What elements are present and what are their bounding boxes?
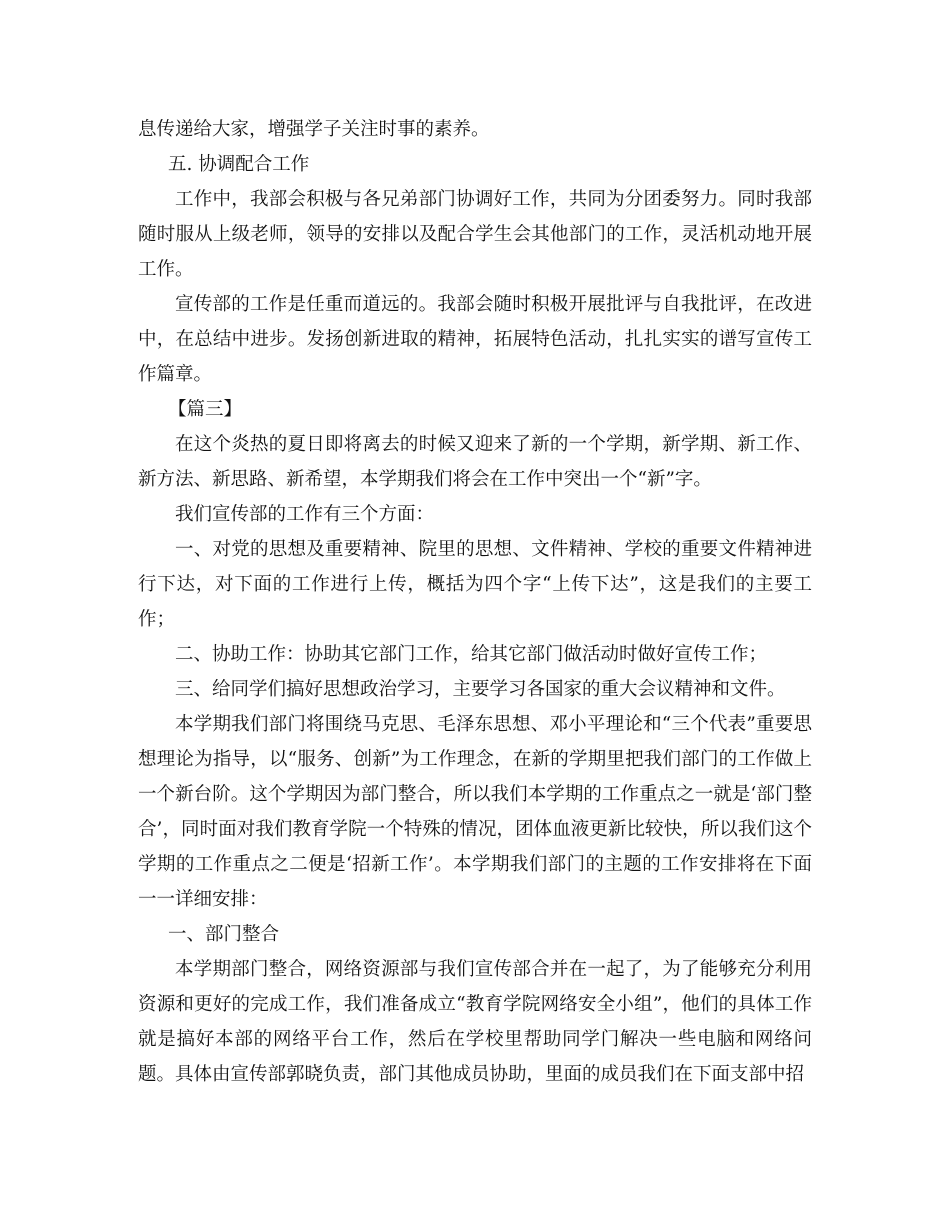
paragraph: 本学期我们部门将围绕马克思、毛泽东思想、邓小平理论和“三个代表”重要思想理论为指导，以“服务、创新”为工作理念，在新的学期里把我们部门的工作做上一个新台阶。这个学期因为部门整合，所以我们本学期的工作重点之一就是‘部门整合’，同时面对我们教育学院一个特殊的情况，团体血液更新比较快，所以我们这个学期的工作重点之二便是‘招新工作’。本学期我们部门的主题的工作安排将在下面一一详细安排： [138,714,812,910]
paragraph: 宣传部的工作是任重而道远的。我部会随时积极开展批评与自我批评，在改进中，在总结中进步。发扬创新进取的精神，拓展特色活动，扎扎实实的谱写宣传工作篇章。 [138,294,812,385]
document-body [138,112,812,1092]
paragraph: 本学期部门整合，网络资源部与我们宣传部合并在一起了，为了能够充分利用资源和更好的完成工作，我们准备成立“教育学院网络安全小组”，他们的具体工作就是搞好本部的网络平台工作，然后在学校里帮助同学门解决一些电脑和网络问题。具体由宣传部郭晓负责，部门其他成员协助，里面的成员我们在下面支部中招 [138,959,812,1085]
section-heading-department-integration: 一、部门整合 [168,924,280,945]
paragraph: 工作中，我部会积极与各兄弟部门协调好工作，共同为分团委努力。同时我部随时服从上级老师，领导的安排以及配合学生会其他部门的工作，灵活机动地开展工作。 [138,189,812,280]
paragraph: 在这个炎热的夏日即将离去的时候又迎来了新的一个学期，新学期、新工作、新方法、新思路、新希望，本学期我们将会在工作中突出一个“新”字。 [138,434,812,490]
part-heading-three: 【篇三】 [168,399,243,420]
list-item-paragraph: 三、给同学们搞好思想政治学习，主要学习各国家的重大会议精神和文件。 [175,679,786,700]
paragraph-continuation: 息传递给大家，增强学子关注时事的素养。 [138,119,490,140]
section-heading-coordination: 五. 协调配合工作 [168,154,310,175]
list-item-paragraph: 一、对党的思想及重要精神、院里的思想、文件精神、学校的重要文件精神进行下达，对下面的工作进行上传，概括为四个字“上传下达”，这是我们的主要工作； [138,539,812,630]
list-item-paragraph: 二、协助工作：协助其它部门工作，给其它部门做活动时做好宣传工作； [175,644,768,665]
paragraph: 我们宣传部的工作有三个方面： [175,504,435,525]
